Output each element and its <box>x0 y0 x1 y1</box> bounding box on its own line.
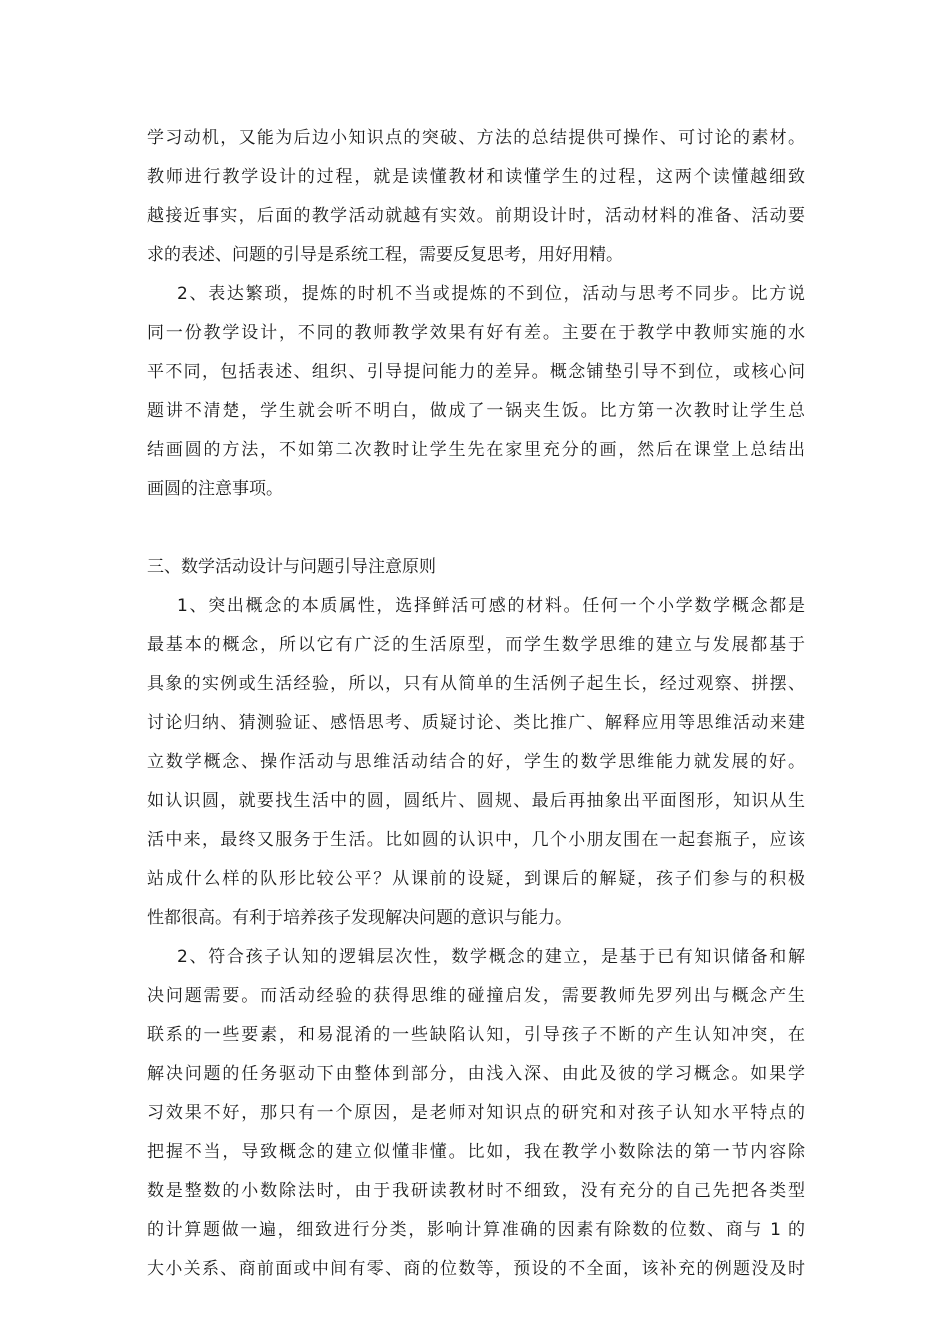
paragraph-line: 联系的一些要素，和易混淆的一些缺陷认知，引导孩子不断的产生认知冲突，在 <box>147 1025 805 1045</box>
section-heading: 三、数学活动设计与问题引导注意原则 <box>147 557 436 577</box>
paragraph-line: 数是整数的小数除法时，由于我研读教材时不细致，没有充分的自己先把各类型 <box>147 1181 805 1201</box>
paragraph-line: 结画圆的方法，不如第二次教时让学生先在家里充分的画，然后在课堂上总结出 <box>147 440 805 460</box>
paragraph-line: 2、表达繁琐，提炼的时机不当或提炼的不到位，活动与思考不同步。比方说 <box>177 284 805 304</box>
paragraph-line: 立数学概念、操作活动与思维活动结合的好，学生的数学思维能力就发展的好。 <box>147 752 805 772</box>
paragraph-line: 决问题需要。而活动经验的获得思维的碰撞启发，需要教师先罗列出与概念产生 <box>147 986 805 1006</box>
paragraph-line: 1、突出概念的本质属性，选择鲜活可感的材料。任何一个小学数学概念都是 <box>177 596 805 616</box>
paragraph-line: 如认识圆，就要找生活中的圆，圆纸片、圆规、最后再抽象出平面图形，知识从生 <box>147 791 805 811</box>
paragraph-line: 最基本的概念，所以它有广泛的生活原型，而学生数学思维的建立与发展都基于 <box>147 635 805 655</box>
paragraph-line: 活中来，最终又服务于生活。比如圆的认识中，几个小朋友围在一起套瓶子，应该 <box>147 830 805 850</box>
paragraph-line: 学习动机，又能为后边小知识点的突破、方法的总结提供可操作、可讨论的素材。 <box>147 128 805 148</box>
paragraph-line: 把握不当，导致概念的建立似懂非懂。比如，我在教学小数除法的第一节内容除 <box>147 1142 805 1162</box>
paragraph-line: 教师进行教学设计的过程，就是读懂教材和读懂学生的过程，这两个读懂越细致 <box>147 167 805 187</box>
paragraph-line: 习效果不好，那只有一个原因，是老师对知识点的研究和对孩子认知水平特点的 <box>147 1103 805 1123</box>
paragraph-line: 大小关系、商前面或中间有零、商的位数等，预设的不全面，该补充的例题没及时 <box>147 1259 805 1279</box>
paragraph-line: 越接近事实，后面的教学活动就越有实效。前期设计时，活动材料的准备、活动要 <box>147 206 805 226</box>
paragraph-line: 讨论归纳、猜测验证、感悟思考、质疑讨论、类比推广、解释应用等思维活动来建 <box>147 713 805 733</box>
paragraph-line: 平不同，包括表述、组织、引导提问能力的差异。概念铺垫引导不到位，或核心问 <box>147 362 805 382</box>
paragraph-line: 站成什么样的队形比较公平？从课前的设疑，到课后的解疑，孩子们参与的积极 <box>147 869 805 889</box>
paragraph-line: 题讲不清楚，学生就会听不明白，做成了一锅夹生饭。比方第一次教时让学生总 <box>147 401 805 421</box>
paragraph-line: 具象的实例或生活经验，所以，只有从简单的生活例子起生长，经过观察、拼摆、 <box>147 674 805 694</box>
paragraph-line: 同一份教学设计，不同的教师教学效果有好有差。主要在于教学中教师实施的水 <box>147 323 805 343</box>
paragraph-line: 的计算题做一遍，细致进行分类，影响计算准确的因素有除数的位数、商与 1 的 <box>147 1220 805 1240</box>
paragraph-line: 2、符合孩子认知的逻辑层次性，数学概念的建立，是基于已有知识储备和解 <box>177 947 805 967</box>
paragraph-line: 解决问题的任务驱动下由整体到部分，由浅入深、由此及彼的学习概念。如果学 <box>147 1064 805 1084</box>
paragraph-line: 画圆的注意事项。 <box>147 479 283 499</box>
paragraph-line: 求的表述、问题的引导是系统工程，需要反复思考，用好用精。 <box>147 245 623 265</box>
paragraph-line: 性都很高。有利于培养孩子发现解决问题的意识与能力。 <box>147 908 572 928</box>
